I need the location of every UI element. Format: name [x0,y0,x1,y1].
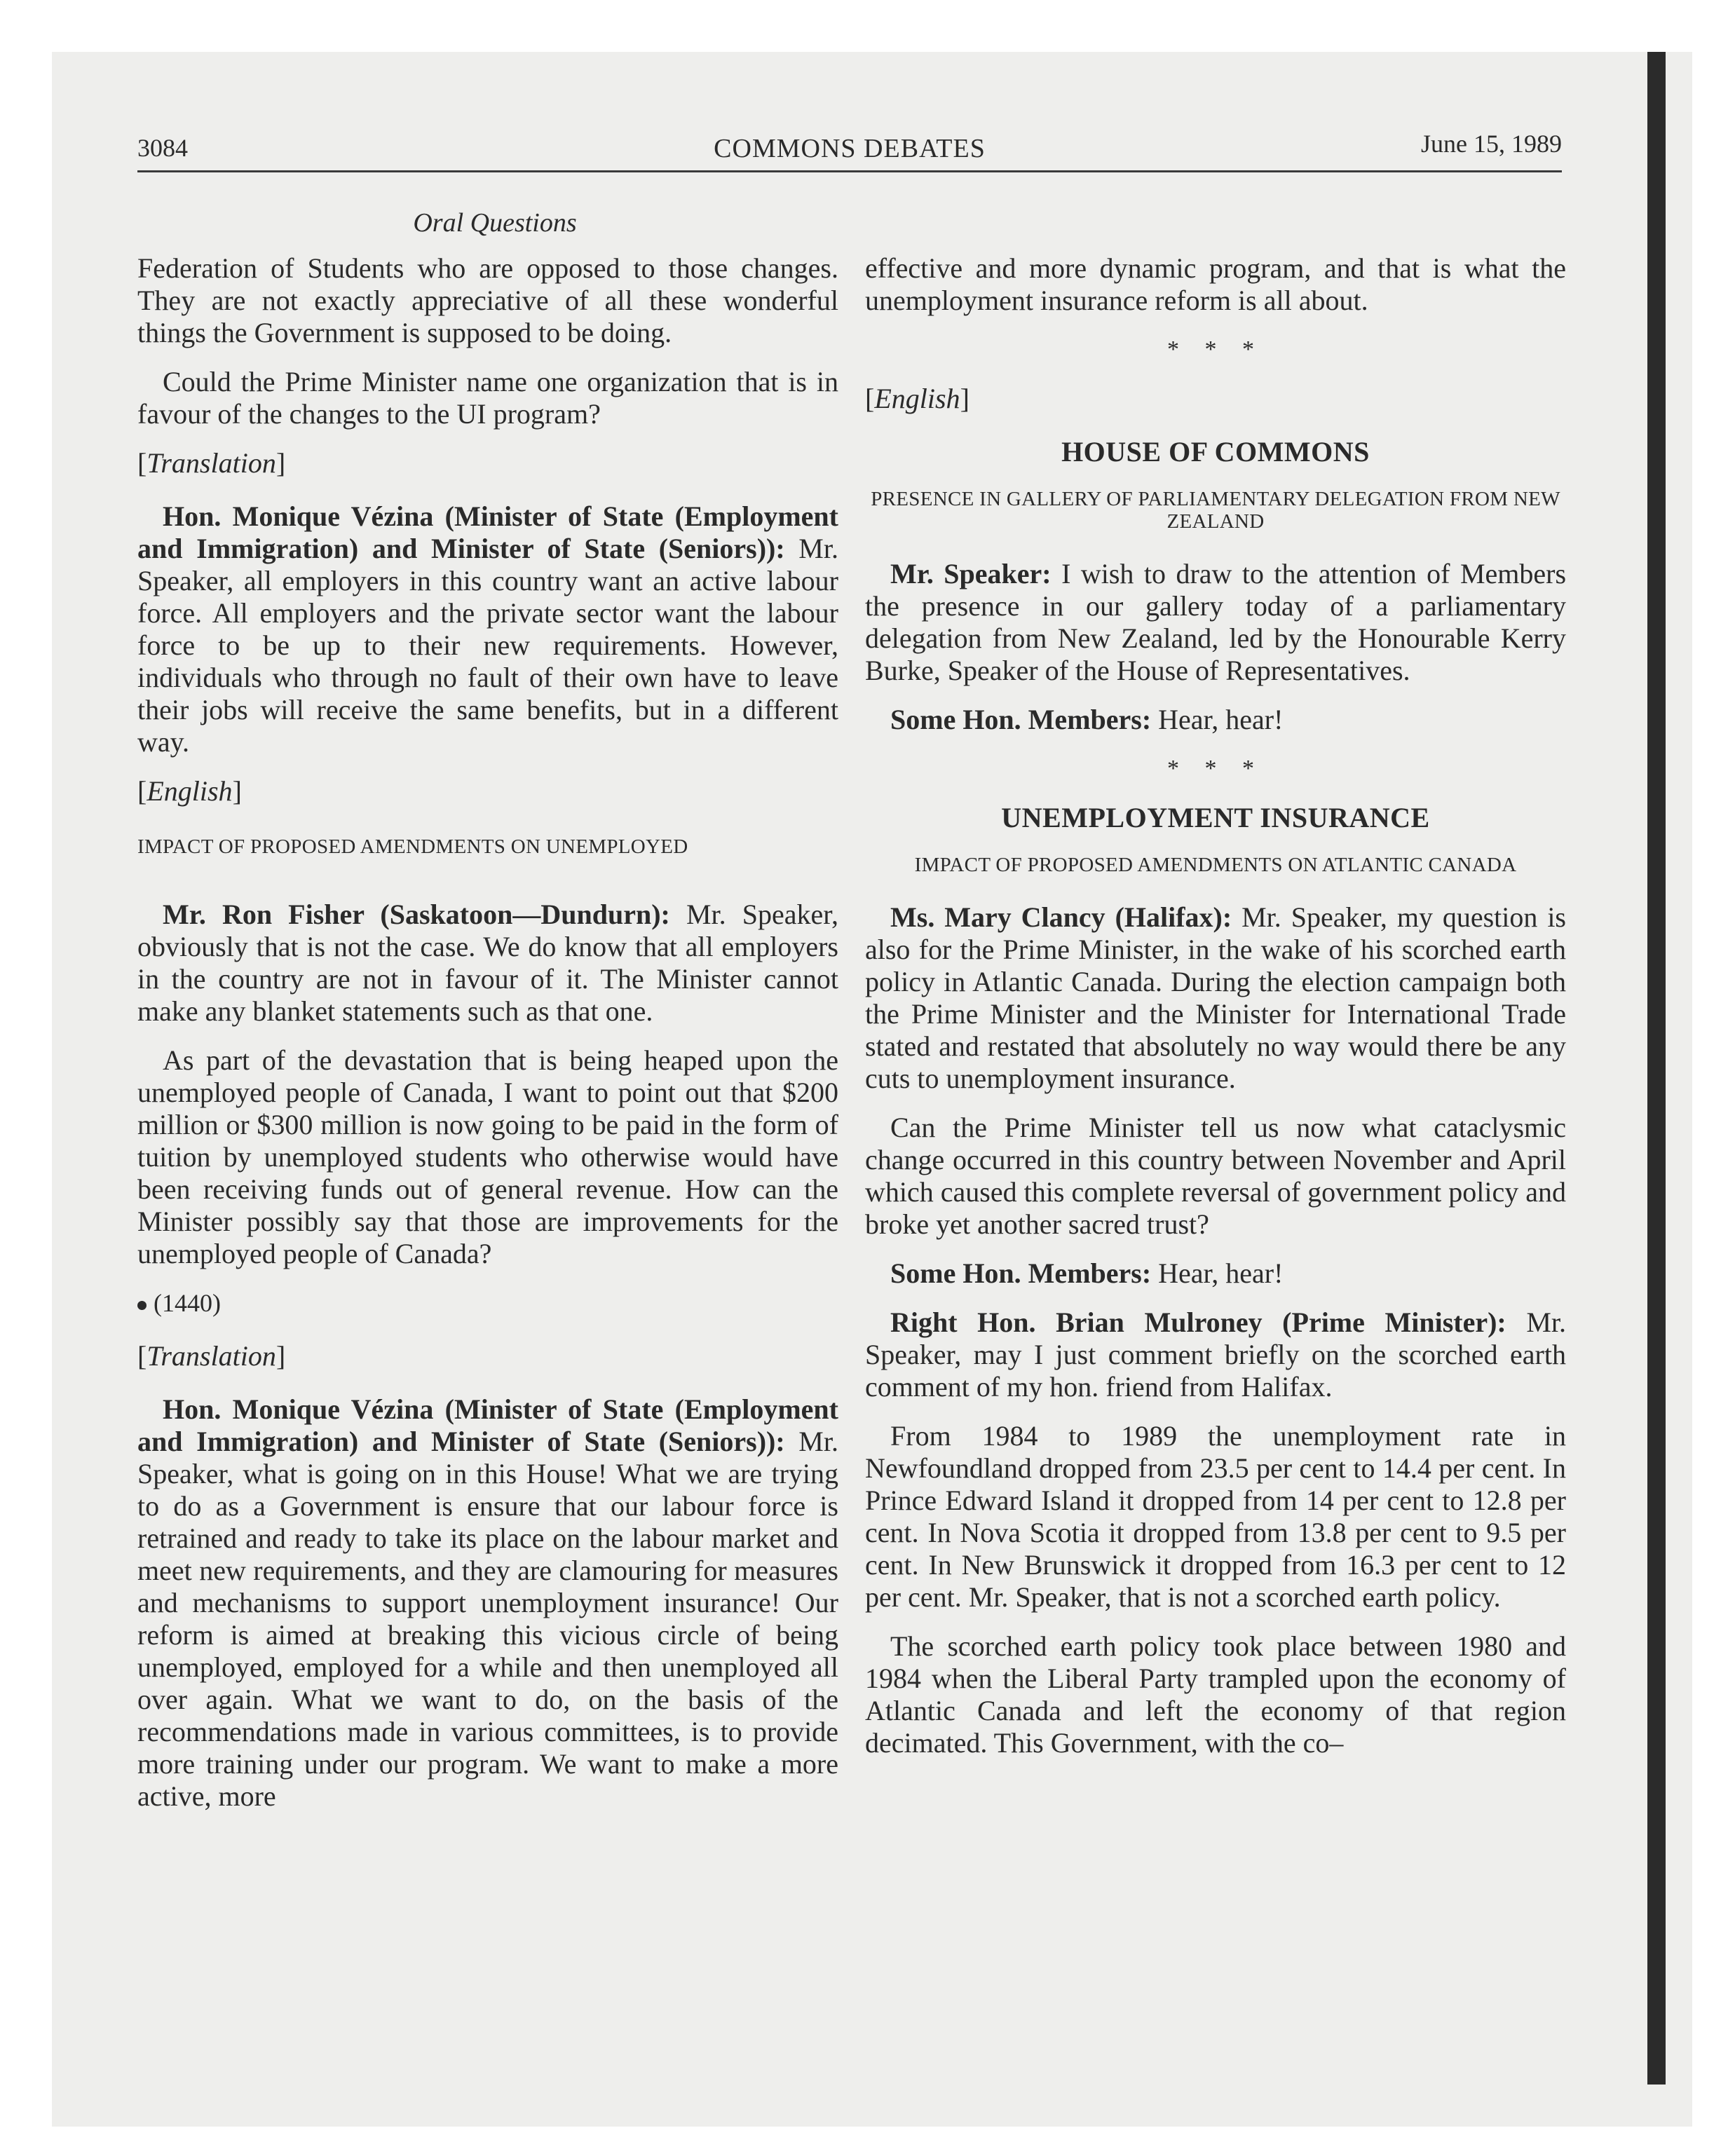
language-marker: [ Translation ] [137,1340,838,1372]
section-separator: * * * [1167,756,1264,782]
header-rule [137,170,1562,172]
speaker-name: Mr. Speaker: [890,558,1052,589]
publication-date: June 15, 1989 [1421,130,1562,158]
speech-text: I wish to draw to the attention of Members the presence in our gallery today of a parliamentary delegation from New Zealand, led by the Honourable Kerry Burke, Speaker of the House of Representatives. [865,558,1567,686]
speaker-name: Some Hon. Members: [890,704,1152,735]
paragraph: Federation of Students who are opposed to those changes. They are not exactly appreciative of all these wonderful things the Government is supposed to be doing. [137,252,838,348]
speech-paragraph [865,558,1566,687]
time-marker [137,1287,838,1319]
speech-text: Mr. Speaker, all employers in this country want an active labour force. All employers and the private sector want the labour force to be up to their new requirements. However, individuals who through no fault of their own have to leave their jobs will receive the same benefits, but in a different way. [137,533,838,758]
speech-text: Mr. Speaker, what is going on in this House! What we are trying to do as a Government is ensure that our labour force is retrained and ready to take its place on the labour market and meet new requirements, and they are clamouring for measures and mechanisms to support unemployment insurance! Our reform is aimed at breaking this vicious circle of being unemployed, employed for a while and then unemployed all over again. What we want to do, on the basis of the recommendations made in various committees, is to provide more training under our program. We want to make a more active, more [137,1426,838,1812]
speech-paragraph [865,901,1566,1095]
page-header [137,130,1562,172]
left-column [137,252,838,1829]
paragraph: From 1984 to 1989 the unemployment rate in Newfoundland dropped from 23.5 per cent to 14.4 per cent. In Prince Edward Island it dropped from 14 per cent to 12.8 per cent. In Nova Scotia it dropped from 13.8 per cent to 9.5 per cent. In New Brunswick it dropped from 16.3 per cent to 12 per cent. Mr. Speaker, that is not a scorched earth policy. [865,1420,1566,1613]
paragraph: The scorched earth policy took place between 1980 and 1984 when the Liberal Party trampled upon the economy of Atlantic Canada and left the economy of that region decimated. This Government, with the co– [865,1630,1566,1759]
bullet-icon [137,1301,147,1310]
right-column [865,252,1566,1776]
language-marker: [ Translation ] [137,447,838,479]
speech-paragraph [137,500,838,758]
speech-paragraph [137,1393,838,1813]
language-marker: [ English ] [137,775,838,807]
speaker-name: Ms. Mary Clancy (Halifax): [890,901,1232,933]
page-number: 3084 [137,134,188,162]
publication-title: COMMONS DEBATES [714,134,986,163]
speech-paragraph [865,1306,1566,1403]
speaker-name: Some Hon. Members: [890,1257,1152,1289]
section-subheading: IMPACT OF PROPOSED AMENDMENTS ON UNEMPLOYED [137,835,688,858]
scan-edge-bar [1647,52,1666,2085]
paragraph: As part of the devastation that is being heaped upon the unemployed people of Canada, I want to point out that $200 million or $300 million is now going to be paid in the form of tuition by unemployed students who otherwise would have been receiving funds out of general revenue. How can the Minister possibly say that those are improvements for the unemployed people of Canada? [137,1044,838,1269]
running-head: Oral Questions [413,208,577,238]
language-marker: [ English ] [865,383,1566,415]
speaker-name: Mr. Ron Fisher (Saskatoon—Dundurn): [163,899,670,930]
section-separator: * * * [1167,336,1264,362]
speaker-name: Right Hon. Brian Mulroney (Prime Minister): [890,1306,1506,1338]
speech-paragraph [137,899,838,1028]
speech-text: Mr. Speaker, obviously that is not the case. We do know that all employers in the country are not in favour of it. The Minister cannot make any blanket statements such as that one. [137,899,839,1027]
speech-text: Mr. Speaker, my question is also for the Prime Minister, in the wake of his scorched earth policy in Atlantic Canada. During the election campaign both the Prime Minister and the Minister for International Trade stated and restated that absolutely no way would there be any cuts to unemployment insurance. [865,901,1566,1094]
section-subheading: PRESENCE IN GALLERY OF PARLIAMENTARY DELEGATION FROM NEW ZEALAND [871,488,1560,533]
paragraph: Could the Prime Minister name one organization that is in favour of the changes to the UI program? [137,366,838,430]
speaker-name: Hon. Monique Vézina (Minister of State (Employment and Immigration) and Minister of State (Seniors)): [137,1393,838,1457]
speech-paragraph [865,1257,1566,1290]
speech-text: Hear, hear! [1151,1257,1284,1289]
section-heading: UNEMPLOYMENT INSURANCE [1001,802,1430,833]
speech-paragraph [865,704,1566,736]
section-subheading: IMPACT OF PROPOSED AMENDMENTS ON ATLANTIC CANADA [914,854,1517,876]
speaker-name: Hon. Monique Vézina (Minister of State (Employment and Immigration) and Minister of State (Seniors)): [137,500,838,564]
paragraph: effective and more dynamic program, and that is what the unemployment insurance reform is all about. [865,252,1566,316]
speech-text: Mr. Speaker, may I just comment briefly on the scorched earth comment of my hon. friend from Halifax. [865,1306,1566,1403]
speech-text: Hear, hear! [1151,704,1284,735]
time-marker-text: (1440) [154,1289,221,1317]
section-heading: HOUSE OF COMMONS [1061,436,1370,468]
paragraph: Can the Prime Minister tell us now what cataclysmic change occurred in this country between November and April which caused this complete reversal of government policy and broke yet another sacred trust? [865,1112,1566,1240]
